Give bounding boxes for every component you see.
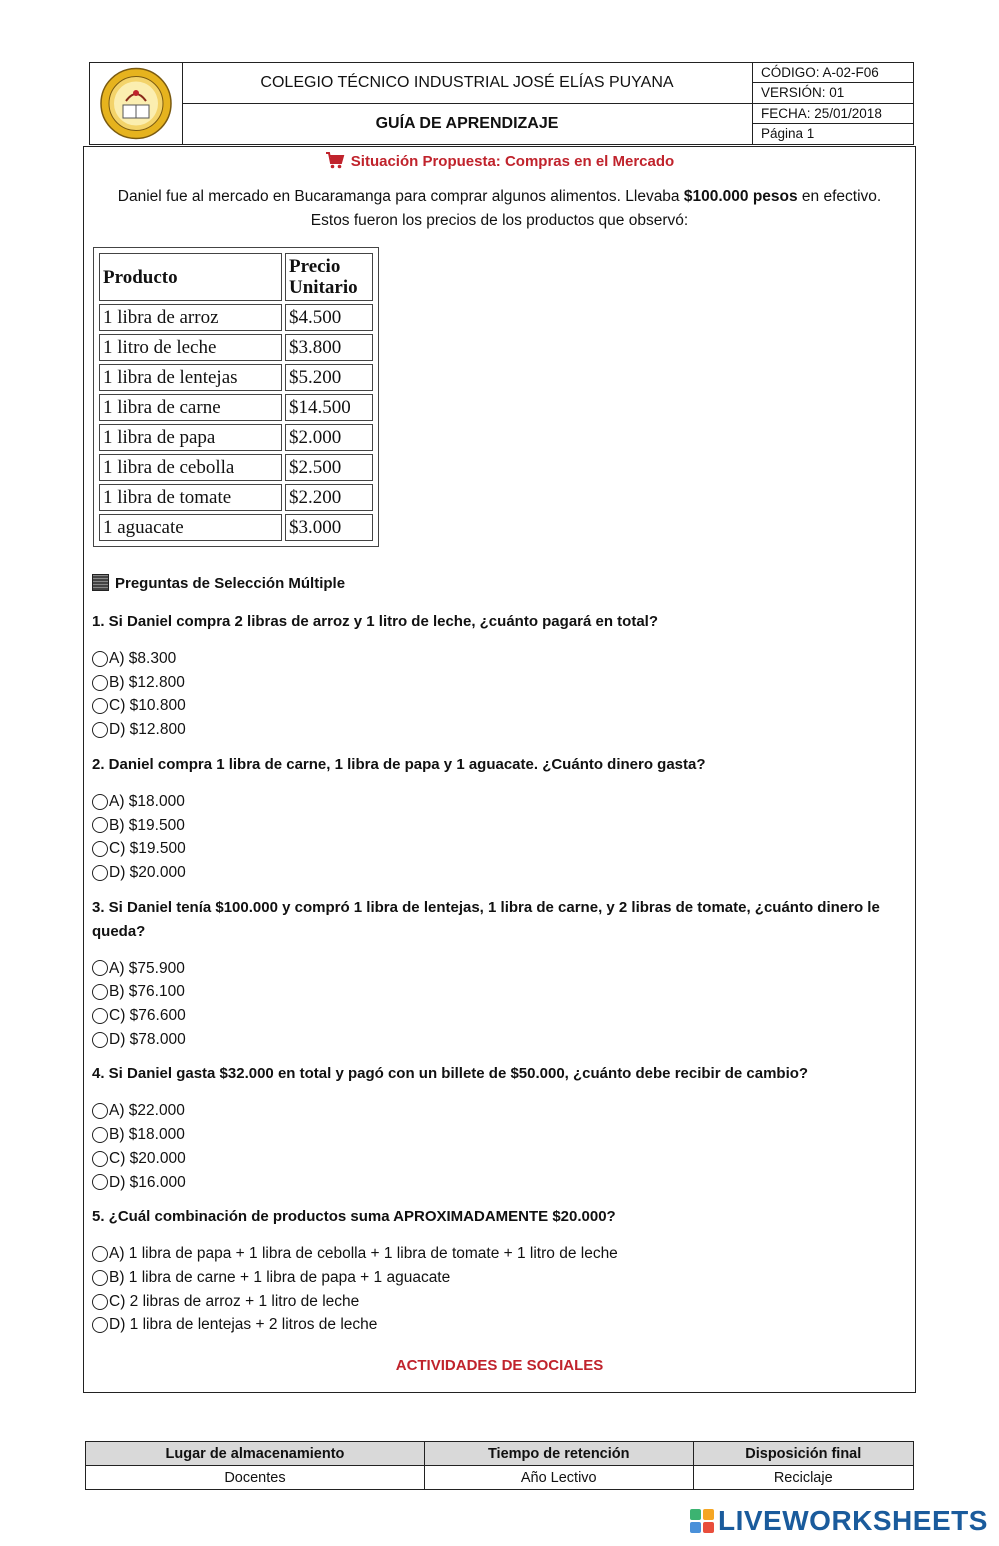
intro-line2: Estos fueron los precios de los productos que observó:: [310, 212, 689, 229]
answer-options: [92, 957, 912, 1052]
option-label: B) $76.100: [109, 983, 185, 1001]
option-label: D) 1 libra de lentejas + 2 litros de leche: [109, 1316, 378, 1334]
social-activities-title: ACTIVIDADES DE SOCIALES: [395, 1357, 604, 1374]
retention-table: [85, 1441, 914, 1490]
option-label: C) 2 libras de arroz + 1 litro de leche: [109, 1292, 360, 1310]
radio-button[interactable]: [92, 817, 108, 833]
radio-button[interactable]: [92, 865, 108, 881]
option-label: A) $75.900: [109, 959, 185, 977]
option-label: A) 1 libra de papa + 1 libra de cebolla + 1 libra de tomate + 1 litro de leche: [109, 1245, 618, 1263]
radio-button[interactable]: [92, 698, 108, 714]
product-name: 1 libra de cebolla: [99, 454, 282, 481]
header-disposition: Disposición final: [693, 1442, 913, 1466]
option-label: B) $19.500: [109, 816, 185, 834]
radio-button[interactable]: [92, 1127, 108, 1143]
answer-options: [92, 647, 912, 742]
radio-button[interactable]: [92, 1294, 108, 1310]
radio-button[interactable]: [92, 1246, 108, 1262]
meta-version: VERSIÓN: 01: [753, 83, 914, 103]
question-list: [92, 610, 912, 1348]
answer-option[interactable]: [92, 718, 912, 742]
option-label: C) $76.600: [109, 1007, 186, 1025]
radio-button[interactable]: [92, 841, 108, 857]
question-1: 1. Si Daniel compra 2 libras de arroz y 1 litro de leche, ¿cuánto pagará en total?: [92, 613, 659, 630]
product-name: 1 libra de arroz: [99, 304, 282, 331]
school-logo: [90, 63, 183, 144]
situation-title-text: Situación Propuesta: Compras en el Mercado: [350, 153, 675, 170]
option-label: A) $8.300: [109, 650, 177, 667]
radio-button[interactable]: [92, 1151, 108, 1167]
school-name: COLEGIO TÉCNICO INDUSTRIAL JOSÉ ELÍAS PUYANA: [182, 63, 752, 104]
answer-option[interactable]: [92, 1123, 912, 1147]
option-label: B) $18.000: [109, 1126, 185, 1144]
price-row: [99, 454, 373, 481]
answer-option[interactable]: [92, 861, 912, 885]
brand-logo-icon: [690, 1509, 714, 1533]
radio-button[interactable]: [92, 675, 108, 691]
price-row: [99, 394, 373, 421]
header-product: Producto: [99, 253, 282, 301]
question-3: 3. Si Daniel tenía $100.000 y compró 1 libra de lentejas, 1 libra de carne, y 2 libras de tomate, ¿cuánto dinero le queda?: [92, 898, 880, 940]
question-2: 2. Daniel compra 1 libra de carne, 1 libra de papa y 1 aguacate. ¿Cuánto dinero gasta?: [92, 755, 706, 773]
price-table: [93, 247, 379, 547]
notebook-icon: [92, 574, 109, 591]
product-price: $2.500: [285, 454, 373, 481]
product-name: 1 libra de papa: [99, 424, 282, 451]
option-label: C) $19.500: [109, 840, 186, 858]
worksheet-body: [83, 146, 916, 1393]
price-row: [99, 424, 373, 451]
option-label: B) $12.800: [109, 673, 185, 691]
disposition-value: Reciclaje: [693, 1466, 913, 1490]
radio-button[interactable]: [92, 984, 108, 1000]
answer-option[interactable]: [92, 1147, 912, 1171]
option-label: D) $78.000: [109, 1030, 186, 1048]
product-name: 1 libra de lentejas: [99, 364, 282, 391]
radio-button[interactable]: [92, 960, 108, 976]
document-header: [89, 62, 914, 145]
cash-amount: $100.000 pesos: [683, 188, 798, 205]
situation-title: [84, 151, 915, 173]
retention-value: Año Lectivo: [424, 1466, 693, 1490]
liveworksheets-brand[interactable]: [690, 1505, 988, 1537]
answer-option[interactable]: [92, 957, 912, 981]
meta-date: FECHA: 25/01/2018: [753, 104, 914, 124]
price-row: [99, 304, 373, 331]
answer-option[interactable]: [92, 790, 912, 814]
quiz-heading: Preguntas de Selección Múltiple: [92, 574, 345, 592]
option-label: A) $22.000: [109, 1102, 185, 1120]
answer-option[interactable]: [92, 1171, 912, 1195]
answer-options: [92, 1099, 912, 1194]
product-name: 1 aguacate: [99, 514, 282, 541]
radio-button[interactable]: [92, 1103, 108, 1119]
document-meta: [752, 63, 914, 144]
header-storage: Lugar de almacenamiento: [86, 1442, 425, 1466]
answer-option[interactable]: [92, 837, 912, 861]
header-retention: Tiempo de retención: [424, 1442, 693, 1466]
product-name: 1 litro de leche: [99, 334, 282, 361]
answer-option[interactable]: [92, 694, 912, 718]
product-name: 1 libra de carne: [99, 394, 282, 421]
answer-option[interactable]: [92, 1242, 912, 1266]
radio-button[interactable]: [92, 722, 108, 738]
meta-page: Página 1: [761, 125, 815, 141]
shopping-cart-icon: [325, 151, 345, 173]
option-label: C) $20.000: [109, 1149, 186, 1167]
answer-option[interactable]: [92, 814, 912, 838]
answer-option[interactable]: [92, 671, 912, 695]
answer-options: [92, 1242, 912, 1337]
price-row: [99, 484, 373, 511]
product-price: $4.500: [285, 304, 373, 331]
answer-option[interactable]: [92, 1028, 912, 1052]
option-label: D) $20.000: [109, 863, 186, 881]
school-crest-icon: [90, 63, 182, 144]
radio-button[interactable]: [92, 1317, 108, 1333]
radio-button[interactable]: [92, 1174, 108, 1190]
option-label: C) $10.800: [109, 697, 186, 715]
answer-option[interactable]: [92, 980, 912, 1004]
answer-options: [92, 790, 912, 885]
radio-button[interactable]: [92, 1008, 108, 1024]
answer-option[interactable]: [92, 1290, 912, 1314]
header-unit-price: Precio Unitario: [285, 253, 373, 301]
situation-intro: Daniel fue al mercado en Bucaramanga para comprar algunos alimentos. Llevaba $100.000 pesos en efectivo. Estos fueron los precios de los productos que observó:: [117, 188, 882, 229]
answer-option[interactable]: [92, 1004, 912, 1028]
product-price: $2.200: [285, 484, 373, 511]
price-row: [99, 334, 373, 361]
option-label: A) $18.000: [109, 792, 185, 810]
storage-value: Docentes: [86, 1466, 425, 1490]
product-price: $3.000: [285, 514, 373, 541]
price-row: [99, 514, 373, 541]
answer-option[interactable]: [92, 1099, 912, 1123]
question-4: 4. Si Daniel gasta $32.000 en total y pagó con un billete de $50.000, ¿cuánto debe recibir de cambio?: [92, 1065, 809, 1083]
option-label: D) $12.800: [109, 721, 186, 739]
meta-code: CÓDIGO: A-02-F06: [753, 63, 914, 83]
product-name: 1 libra de tomate: [99, 484, 282, 511]
radio-button[interactable]: [92, 794, 108, 810]
product-price: $2.000: [285, 424, 373, 451]
radio-button[interactable]: [92, 651, 108, 667]
option-label: D) $16.000: [109, 1173, 186, 1191]
price-row: [99, 364, 373, 391]
product-price: $14.500: [285, 394, 373, 421]
document-type: GUÍA DE APRENDIZAJE: [375, 114, 559, 132]
answer-option[interactable]: [92, 647, 912, 671]
product-price: $5.200: [285, 364, 373, 391]
product-price: $3.800: [285, 334, 373, 361]
radio-button[interactable]: [92, 1032, 108, 1048]
option-label: B) 1 libra de carne + 1 libra de papa + 1 aguacate: [109, 1268, 451, 1286]
question-5: 5. ¿Cuál combinación de productos suma APROXIMADAMENTE $20.000?: [92, 1208, 616, 1226]
answer-option[interactable]: [92, 1313, 912, 1337]
radio-button[interactable]: [92, 1270, 108, 1286]
answer-option[interactable]: [92, 1266, 912, 1290]
brand-name: LIVEWORKSHEETS: [718, 1505, 988, 1536]
